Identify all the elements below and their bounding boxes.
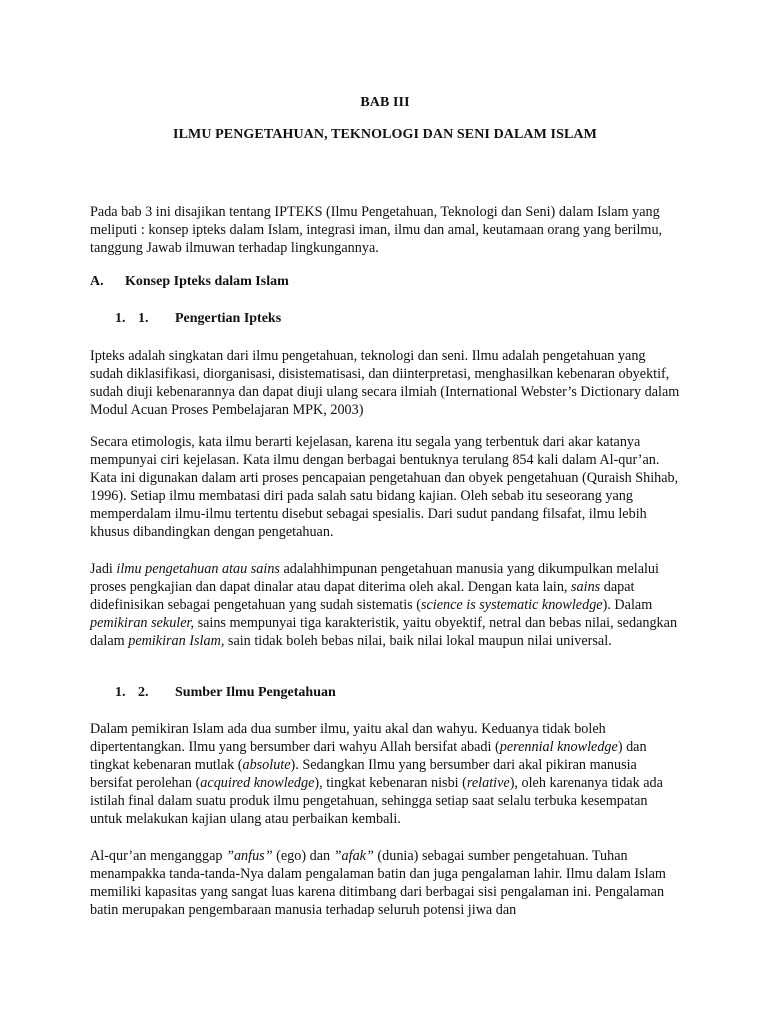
para3-italic-4: pemikiran sekuler,	[90, 615, 195, 631]
subsection-1-1-title: Pengertian Ipteks	[175, 311, 282, 326]
subsection-1-2-num2: 2.	[138, 685, 149, 700]
para3-italic-1: ilmu pengetahuan atau sains	[116, 561, 280, 577]
para5-italic-1: ”anfus”	[226, 848, 273, 864]
para3-italic-5: pemikiran Islam,	[128, 633, 225, 649]
para4-italic-4: relative	[466, 775, 510, 791]
para3-text-5: sains mempunyai tiga karakteristik, yaitu obyektif, netral dan bebas nilai, sedangkan dalam	[90, 615, 678, 649]
paragraph-alquran	[90, 847, 680, 919]
paragraph-pengertian: Ipteks adalah singkatan dari ilmu pengetahuan, teknologi dan seni. Ilmu adalah pengetahuan yang sudah diklasifikasi, diorganisasi, disistematisasi, dan diinterpretasi, menghasilkan kebenaran obyektif, sudah diuji kebenarannya dan dapat diuji ulang secara ilmiah (International Webster’s Dictionary dalam Modul Acuan Proses Pembelajaran MPK, 2003)	[90, 348, 680, 418]
subsection-1-2-num1: 1.	[115, 685, 126, 700]
para4-text-1: Dalam pemikiran Islam ada dua sumber ilmu, yaitu akal dan wahyu. Keduanya tidak boleh dipertentangkan. Ilmu yang bersumber dari wahyu Allah bersifat abadi (	[90, 721, 606, 755]
para3-italic-3: science is systematic knowledge	[420, 597, 603, 613]
para5-text-1: Al-qur’an menganggap	[90, 848, 227, 864]
para4-italic-3: acquired knowledge	[200, 775, 315, 791]
para4-text-5: ), oleh karenanya tidak ada istilah final dalam suatu produk ilmu pengetahuan, sehingga setiap saat selalu terbuka kesempatan untuk melakukan kajian ulang atau perbaikan kembali.	[90, 775, 663, 827]
subsection-1-1-num1: 1.	[115, 311, 126, 326]
paragraph-sumber-ilmu	[90, 720, 680, 828]
paragraph-etimologis: Secara etimologis, kata ilmu berarti kejelasan, karena itu segala yang terbentuk dari akar katanya mempunyai ciri kejelasan. Kata ilmu dengan berbagai bentuknya terulang 854 kali dalam Al-qur’an. Kata ini digunakan dalam arti proses pencapaian pengetahuan dan obyek pengetahuan (Quraish Shihab, 1996). Setiap ilmu membatasi diri pada salah satu bidang kajian. Oleh sebab itu seseorang yang memperdalam ilmu-ilmu tertentu disebut sebagai spesialis. Dari sudut pandang filsafat, ilmu lebih khusus dibandingkan dengan pengetahuan.	[90, 434, 679, 540]
para4-text-2: ) dan tingkat kebenaran mutlak (	[90, 739, 647, 773]
subsection-1-2-title: Sumber Ilmu Pengetahuan	[175, 685, 336, 700]
para3-text-6: sain tidak boleh bebas nilai, baik nilai lokal maupun nilai universal.	[224, 633, 612, 649]
para5-text-3: (dunia) sebagai sumber pengetahuan. Tuhan menampakka tanda-tanda-Nya dalam pengalaman batin dan juga pengalaman lahir. Ilmu dalam Islam memiliki kapasitas yang sangat luas karena ditimbang dari berbagai sisi pengalaman ini. Pengalaman batin merupakan pengembaraan manusia terhadap seluruh potensi jiwa dan	[90, 848, 666, 918]
para3-italic-2: sains	[571, 579, 601, 595]
para3-text-1: Jadi	[90, 561, 117, 577]
paragraph-sains	[90, 560, 680, 650]
chapter-title: ILMU PENGETAHUAN, TEKNOLOGI DAN SENI DALAM ISLAM	[173, 127, 597, 142]
para4-text-3: ). Sedangkan Ilmu yang bersumber dari akal pikiran manusia bersifat perolehan (	[90, 757, 637, 791]
para3-text-2: adalahhimpunan pengetahuan manusia yang dikumpulkan melalui proses pengkajian dan dapat dinalar atau dapat diterima oleh akal. Dengan kata lain,	[90, 561, 659, 595]
subsection-1-1-num2: 1.	[138, 311, 149, 326]
para4-italic-1: perennial knowledge	[499, 739, 618, 755]
para4-italic-2: absolute	[242, 757, 291, 773]
intro-paragraph: Pada bab 3 ini disajikan tentang IPTEKS (Ilmu Pengetahuan, Teknologi dan Seni) dalam Islam yang meliputi : konsep ipteks dalam Islam, integrasi iman, ilmu dan amal, keutamaan orang yang berilmu, tanggung Jawab ilmuwan terhadap lingkungannya.	[90, 204, 663, 256]
subsection-1-2-heading	[115, 685, 336, 701]
section-a-heading	[90, 274, 289, 290]
section-a-letter: A.	[90, 274, 104, 289]
chapter-heading: BAB III	[360, 95, 410, 110]
para5-text-2: (ego) dan	[272, 848, 334, 864]
section-a-title: Konsep Ipteks dalam Islam	[125, 274, 289, 289]
para4-text-4: ), tingkat kebenaran nisbi (	[314, 775, 467, 791]
para3-text-3: dapat didefinisikan sebagai pengetahuan yang sudah sistematis (	[90, 579, 635, 613]
para5-italic-2: ”afak”	[333, 848, 374, 864]
para3-text-4: ). Dalam	[602, 597, 653, 613]
subsection-1-1-heading	[115, 311, 281, 327]
